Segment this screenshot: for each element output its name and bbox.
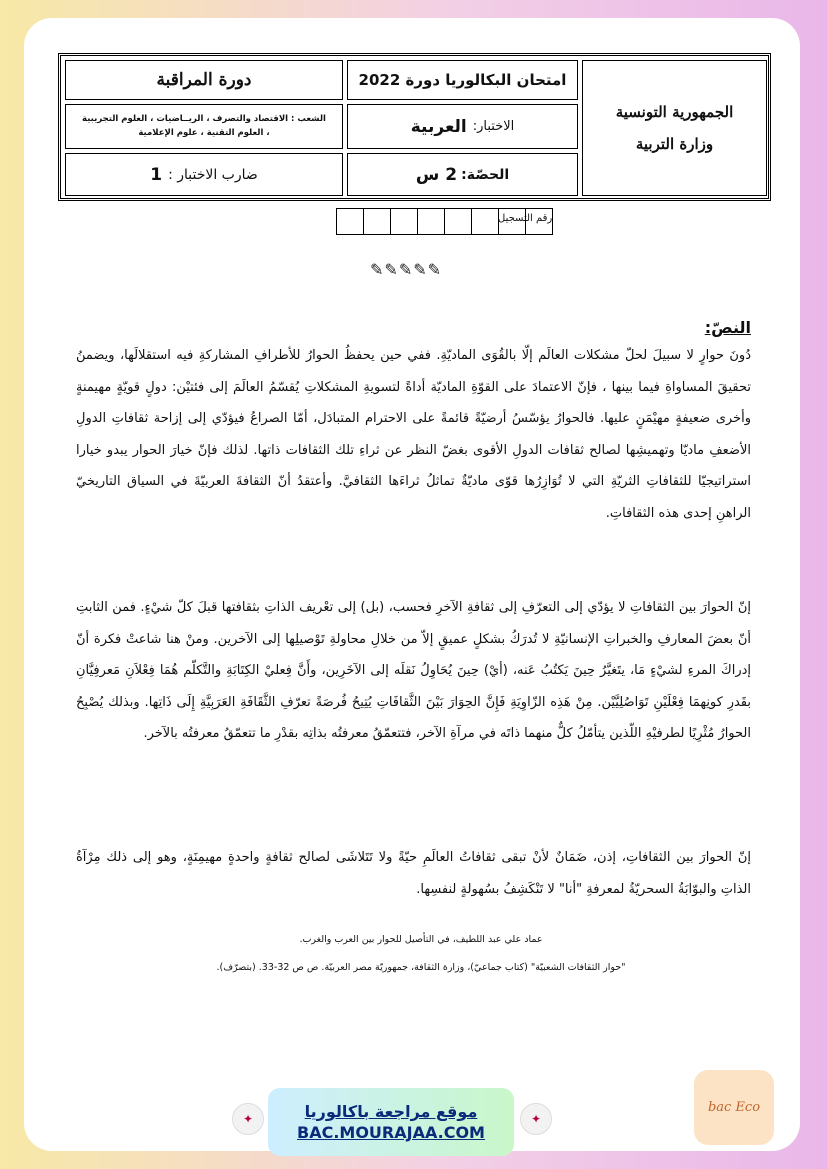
- registration-digit-box[interactable]: [363, 208, 391, 235]
- registration-digit-box[interactable]: [444, 208, 472, 235]
- exam-title: امتحان البكالوريا دورة 2022: [347, 60, 578, 100]
- text-heading: النصّ:: [704, 318, 751, 337]
- pencil-decoration-icon: ✎✎✎✎✎: [370, 260, 443, 279]
- subject-label: الاختبار:: [472, 119, 515, 134]
- coefficient-value: 1: [150, 164, 163, 185]
- duration-label: الحصّة:: [461, 166, 510, 183]
- paragraph-2: إنّ الحوارَ بين الثقافاتِ لا يؤدّي إلى التعرّفِ إلى ثقافةِ الآخرِ فحسب، (بل) إلى تعْريف الذاتِ بثقافتها قبلَ كلّ شيْءٍ. فمن الثابتِ أنّ بعضَ المعارفِ والخبراتِ الإنسانيّةِ لا تُدرَكُ بشكلٍ عميقٍ إلاّ من خلالِ محاولةِ تَوْصيلِها إلى الآخرين. ومنْ هنا شاعتْ فكرة أنّ إدراكَ المرءِ لشيْءٍ مَا، يتَغيَّرُ حِينَ يَكتُبُ عَنه، (أيْ) حِينَ يُحَاوِلُ نَقلَه إلى الآخَرِين، وأَنَّ فِعليْ الكِتَابَةِ والتَّكلّم هُمَا فِعْلاَنِ مَعرفِيَّانِ بقَدرِ كونِهمَا فِعْلَيْنِ تَوَاصُلِيَّيْن. مِنْ هَذِه الزّاوِيَةِ فَإِنَّ الحِوَارَ بَيْنَ الثَّقافَاتِ يُتِيحُ فُرصَةً تعرّفِ الثَّقَافَةِ العَرَبِيَّةِ إِلَى ذَاتِها. وبذلك يُصْبِحُ الحوارُ مُثْرِيًا لطرفيْهِ اللّذين يتأمّلُ كلٌّ منهما ذاتَه في مرآةِ الآخر، فتتعمّقُ معرفتُه بذاتِه بقدْرِ ما تتعمّقُ معرفتُه بالآخر.: [76, 600, 751, 741]
- paragraph-3: إنّ الحوارَ بين الثقافاتِ، إذن، ضَمَانٌ لأنْ تبقى ثقافاتُ العالَمِ حيّةً ولا تَتَلاشَى لصالح ثقافةٍ واحدةٍ مهيمِنَةٍ، وهو إلى ذلك مِرْآةُ الذاتِ والبوّابَةُ السحريّةُ لمعرفةِ "أنا" لا تَنْكَشِفُ بسُهولةٍ لنفسِها.: [76, 850, 751, 897]
- registration-digit-box[interactable]: [336, 208, 364, 235]
- coefficient-label: ضارب الاختبار :: [168, 166, 258, 183]
- coefficient-cell: [65, 153, 343, 196]
- subject-value: العربية: [410, 116, 467, 137]
- registration-label: رقم التسجيل: [498, 213, 553, 224]
- paragraph-1: دُونَ حوارٍ لا سبيلَ لحلّ مشكلات العالَم إلّا بالقُوَى الماديّةِ. ففي حين يحفظُ الحوارُ للأطرافِ المشاركةِ فيه استقلالَها، ويضمنُ تحقيقَ المساواةِ فيما بينها ، فإنّ الاعتمادَ على القوّةِ الماديّة أداةً لتسويةِ المشكلاتِ يُقسّمُ العالَمَ إلى فئتيْن: دولٍ قويّةٍ مهيمنةٍ وأخرى ضعيفةٍ مهيْمَنٍ عليها. فالحوارُ يؤسّسُ أرضيّةً قائمةً على الاحترام المتبادَل، أمّا الصراعُ فيؤدّي إلى إزاحة ثقافاتِ الدولِ الأضعفِ ماديّا وتهميشِها لصالح ثقافات الدولِ الأقوى بغضّ النظر عن ثراءِ تلك الثقافات ذاتها. لذلك فإنّ خيارَ الحوار يبدو خيارا استراتيجيّا للثقافاتِ الثريّةِ التي لا تُوَازِرُها قوّى ماديّةٌ تماثلُ ثراءَها الثقافيَّ. وأعتقدُ أنّ الثقافةَ العربيّةَ في السياق التاريخيّ الراهنِ إحدى هذه الثقافاتِ.: [76, 348, 751, 521]
- site-logo-icon: ✦: [232, 1103, 264, 1135]
- sections-cell: [65, 104, 343, 149]
- source-author: عماد علي عبد اللطيف، في التأصيل للحوار بين العرب والغرب.: [299, 934, 543, 945]
- registration-digit-box[interactable]: [417, 208, 445, 235]
- source-book: "حوار الثقافات الشعبيّة" (كتاب جماعيّ)، وزارة الثقافة، جمهوريّة مصر العربيّة. ص ص 32-33. (بتصرّف).: [216, 962, 626, 973]
- sections-line-2: ، العلوم التقنية ، علوم الإعلامية: [138, 127, 270, 138]
- site-url[interactable]: BAC.MOURAJAA.COM: [297, 1123, 485, 1142]
- bac-eco-badge: bac Eco: [694, 1070, 774, 1145]
- registration-digit-box[interactable]: [471, 208, 499, 235]
- duration-value: 2 س: [415, 164, 458, 185]
- header-table: [58, 53, 771, 201]
- ministry-label: وزارة التربية: [635, 135, 714, 153]
- duration-cell: [347, 153, 578, 196]
- registration-digit-box[interactable]: [390, 208, 418, 235]
- site-logo-icon: ✦: [520, 1103, 552, 1135]
- site-name-arabic[interactable]: موقع مراجعة باكالوريا: [304, 1102, 478, 1121]
- institution-box: [582, 60, 767, 196]
- subject-cell: [347, 104, 578, 149]
- session-title: دورة المراقبة: [65, 60, 343, 100]
- republic-label: الجمهورية التونسية: [615, 103, 734, 121]
- sections-line-1: الشعب : الاقتصاد والتصرف ، الريــاضيات ، العلوم التجريبية: [82, 113, 326, 124]
- site-banner[interactable]: [268, 1088, 514, 1156]
